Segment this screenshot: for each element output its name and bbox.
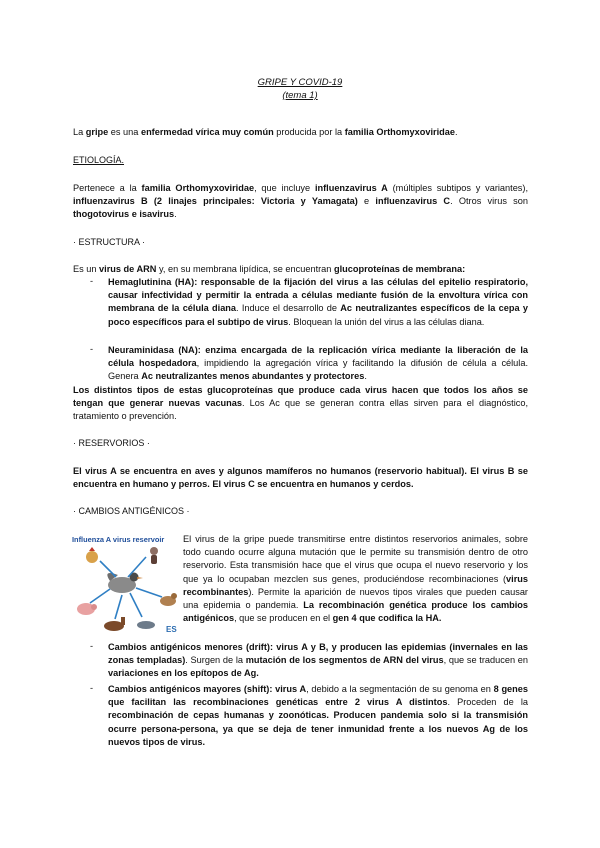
reservoir-diagram — [70, 533, 180, 635]
figure-title: Influenza A virus reservoir — [72, 535, 165, 544]
intro-paragraph: La gripe es una enfermedad vírica muy común producida por la familia Orthomyxoviridae. — [73, 127, 458, 137]
list-bullet-shift: - — [90, 683, 94, 693]
human-icon — [150, 547, 158, 564]
list-bullet-drift: - — [90, 641, 94, 651]
section-heading-estructura: · ESTRUCTURA · — [73, 237, 145, 247]
pig-icon — [77, 603, 97, 615]
influenza-reservoir-figure — [70, 533, 180, 635]
waterfowl-icon — [107, 573, 143, 594]
section-heading-cambios: · CAMBIOS ANTIGÉNICOS · — [73, 506, 190, 516]
section-heading-reservorios: · RESERVORIOS · — [73, 438, 150, 448]
list-item-neuraminidasa: Neuraminidasa (NA): enzima encargada de la replicación vírica mediante la liberación de la célula hospedadora, impidiendo la agregación vírica y facilitando la difusión de célula a célula. Genera Ac neutralizantes menos abundantes y protectores. — [108, 345, 528, 382]
document-title: GRIPE Y COVID-19 — [257, 77, 343, 88]
estructura-closing: Los distintos tipos de estas glucoproteínas que produce cada virus hacen que todos los años se tengan que generar nuevas vacunas. Los Ac que se generan contra ellas sirven para el diagnóstico, tratamiento o prevención. — [73, 385, 528, 422]
section-heading-etiologia: ETIOLOGÍA. — [73, 155, 125, 165]
list-bullet-hemaglutinina: - — [90, 276, 94, 286]
list-item-hemaglutinina: Hemaglutinina (HA): responsable de la fijación del virus a las células del epitelio respiratorio, causar infectividad y permitir la entrada a células mediante fusión de la envoltura vírica con membrana de la célula diana. Induce el desarrollo de Ac neutralizantes específicos de la cepa y poco específicos para el subtipo de virus. Bloquean la unión del virus a las células diana. — [108, 277, 528, 327]
chicken-icon — [86, 547, 98, 563]
document-subtitle: (tema 1) — [282, 90, 318, 101]
horse-icon — [104, 617, 125, 631]
list-bullet-neuraminidasa: - — [90, 344, 94, 354]
list-item-drift: Cambios antigénicos menores (drift): virus A y B, y producen las epidemias (invernales en las zonas templadas). Surgen de la mutación de los segmentos de ARN del virus, que se traducen en variaciones en los epítopos de Ag. — [108, 642, 528, 679]
estructura-intro: Es un virus de ARN y, en su membrana lipídica, se encuentran glucoproteínas de membrana: — [73, 264, 466, 274]
figure-logo: ES — [166, 625, 177, 634]
seal-icon — [137, 621, 155, 629]
list-item-shift: Cambios antigénicos mayores (shift): virus A, debido a la segmentación de su genoma en 8 genes que facilitan las recombinaciones genéticas entre 2 virus A distintos. Proceden de la recombinación de cepas humanas y zoonóticas. Producen pandemia solo si la transmisión ocurre persona-persona, ya que se deja de tener inmunidad frente a los nuevos Ag de los nuevos tipos de virus. — [108, 684, 528, 747]
etiologia-paragraph: Pertenece a la familia Orthomyxoviridae, que incluye influenzavirus A (múltiples subtipos y variantes), influenzavirus B (2 linajes principales: Victoria y Yamagata) e influenzavirus C. Otros virus son thogotovirus e isavirus. — [73, 183, 529, 220]
reservorios-paragraph: El virus A se encuentra en aves y algunos mamíferos no humanos (reservorio habitual). El virus B se encuentra en humano y perros. El virus C se encuentra en humanos y cerdos. — [73, 466, 528, 490]
dog-icon — [160, 593, 177, 606]
cambios-paragraph: El virus de la gripe puede transmitirse entre distintos reservorios animales, sobre todo cuando ocurre alguna mutación que le permite su transmisión dentro de otro reservorio. Esta transmisión hace que el virus que ocupa el nuevo reservorio y los que ya lo ocupaban mezclen sus genes, produciéndose recombinaciones (virus recombinantes). Permite la aparición de nuevos tipos virales que pueden causar una epidemia o pandemia. La recombinación genética produce los cambios antigénicos, que se producen en el gen 4 que codifica la HA. — [183, 534, 529, 624]
